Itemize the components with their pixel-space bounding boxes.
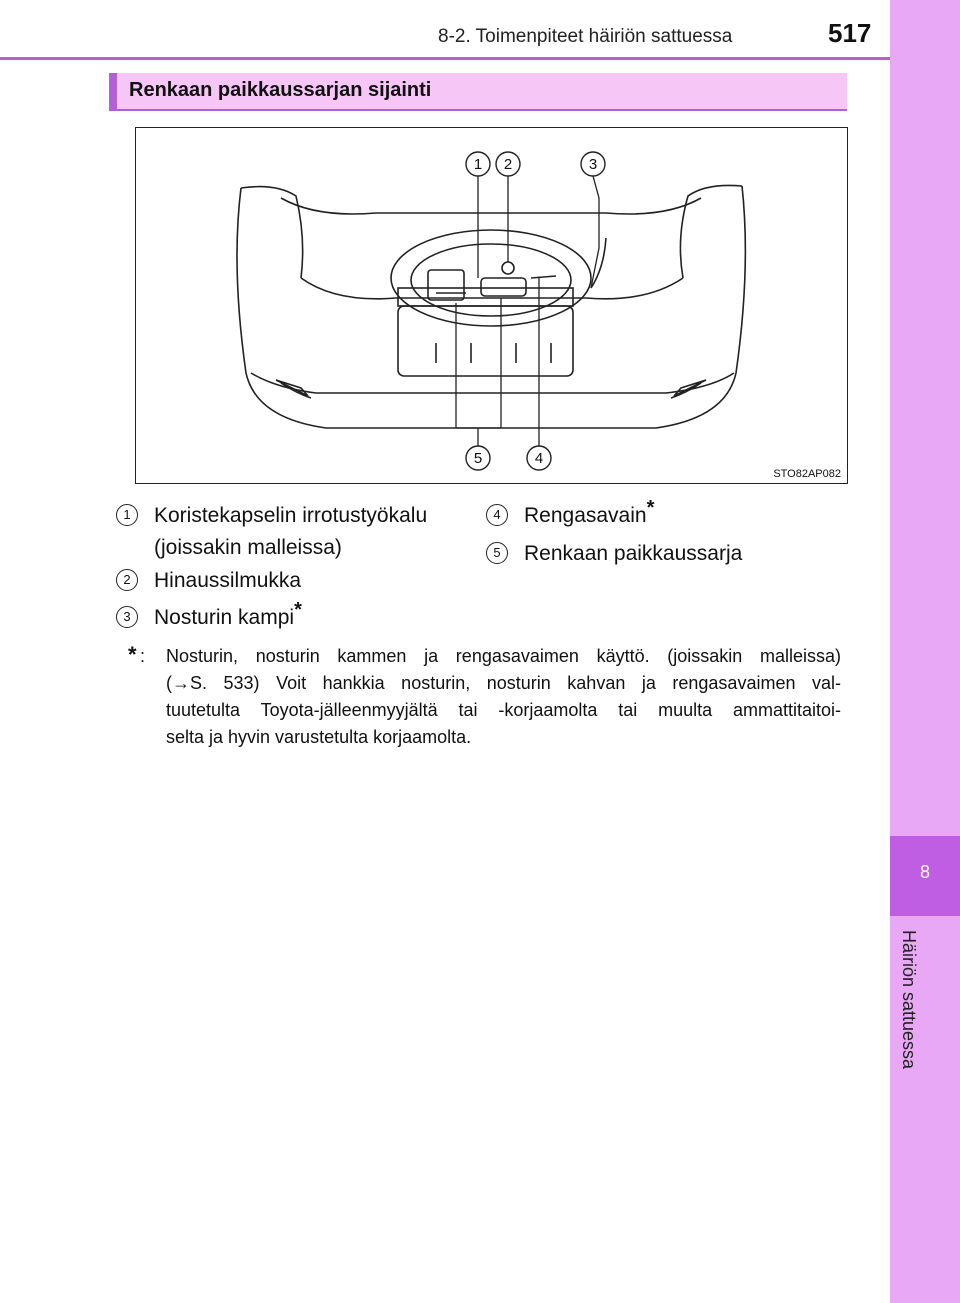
legend-text-4: Rengasavain [524,504,647,527]
callout-label-2: 2 [503,156,513,173]
legend-badge-1: 1 [116,504,138,526]
callout-label-4: 4 [534,450,544,467]
chapter-number: 8 [919,862,930,882]
legend-text-1b: (joissakin malleissa) [154,536,342,559]
footnote-line-2: (→S. 533) Voit hankkia nosturin, nosturin kahvan ja rengasavaimen val- [166,673,841,693]
callout-label-5: 5 [473,450,483,467]
figure-code: STO82AP082 [773,468,841,480]
callout-label-3: 3 [588,156,598,173]
section-heading [109,73,847,109]
legend-star-3: * [294,599,302,621]
trunk-illustration [135,127,848,484]
legend-text-3: Nosturin kampi [154,606,295,629]
legend-badge-3: 3 [116,606,138,628]
heading-underline [109,109,847,111]
legend-text-2: Hinaussilmukka [154,569,302,592]
footnote-line-4: selta ja hyvin varustetulta korjaamolta. [166,727,472,747]
footnote-mark: * [128,642,137,667]
legend-badge-2: 2 [116,569,138,591]
chapter-number-box [890,836,960,916]
legend-text-1a: Koristekapselin irrotustyökalu [154,504,428,527]
callout-label-1: 1 [473,156,483,173]
legend-text-5: Renkaan paikkaussarja [524,542,743,565]
page-number: 517 [828,18,872,48]
header-rule [0,57,890,60]
legend-star-4: * [646,497,655,519]
footnote-line-3: tuutetulta Toyota-jälleenmyyjältä tai -korjaamolta tai muulta ammattitaitoi- [166,700,841,720]
chapter-name: Häiriön sattuessa [899,930,919,1070]
footnote-line-1: Nosturin, nosturin kammen ja rengasavaimen käyttö. (joissakin malleissa) [166,646,841,666]
section-title: 8-2. Toimenpiteet häiriön sattuessa [438,26,733,47]
trunk-drawing [136,128,849,485]
legend-badge-5: 5 [486,542,508,564]
section-heading-text: Renkaan paikkaussarjan sijainti [129,79,432,101]
legend-badge-4: 4 [486,504,508,526]
chapter-side-tab [890,0,960,1303]
